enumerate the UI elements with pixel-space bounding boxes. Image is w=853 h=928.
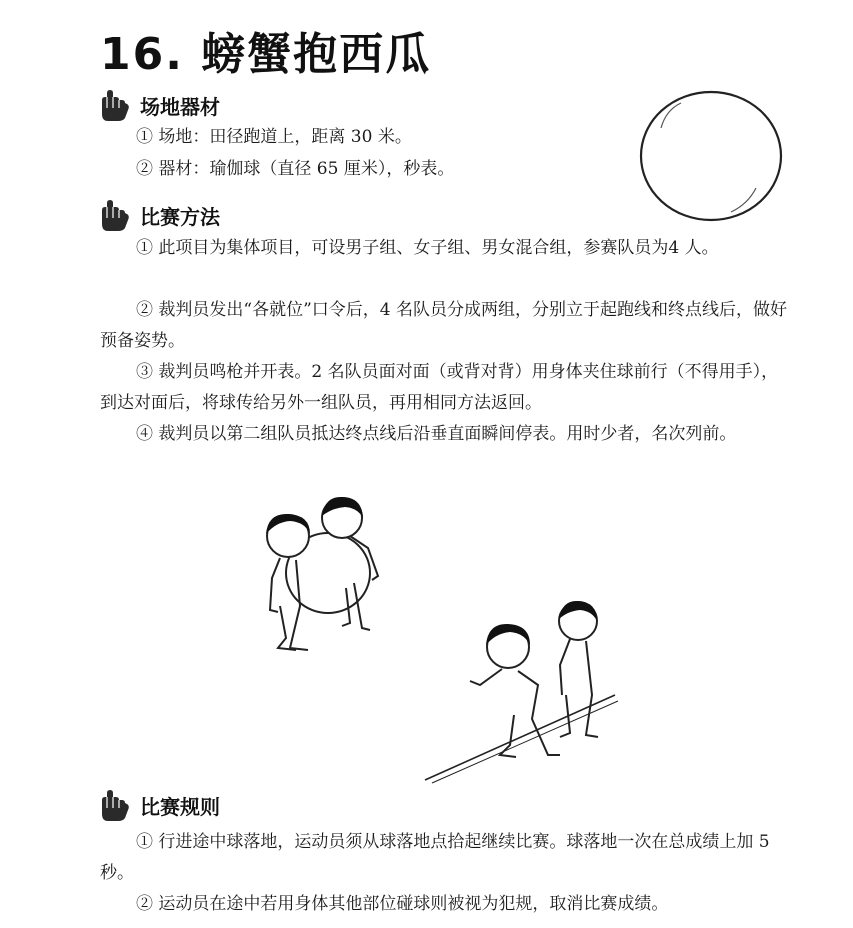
equipment-item-1: ① 场地：田径跑道上，距离 30 米。 [136,127,412,147]
section-heading-label: 场地器材 [140,94,220,119]
rules-item-1: ① 行进途中球落地，运动员须从球落地点拾起继续比赛。球落地一次在总成绩上加 5 秒。 [100,832,770,883]
method-item-2: ② 裁判员发出“各就位”口令后，4 名队员分成两组，分别立于起跑线和终点线后，做好预备姿势。 [100,300,788,351]
method-item-1: ① 此项目为集体项目，可设男子组、女子组、男女混合组，参赛队员为4 人。 [136,238,719,258]
section-heading-label: 比赛方法 [140,204,220,229]
method-item-4: ④ 裁判员以第二组队员抵达终点线后沿垂直面瞬间停表。用时少者，名次列前。 [136,424,737,444]
section-heading-label: 比赛规则 [140,794,220,819]
pointing-hand-icon [98,788,132,822]
section-heading-equipment [98,88,220,122]
equipment-item-2: ② 器材：瑜伽球（直径 65 厘米），秒表。 [136,159,455,179]
yoga-ball-illustration [636,88,786,224]
pointing-hand-icon [98,88,132,122]
pointing-hand-icon [98,198,132,232]
section-heading-rules [98,788,220,822]
section-heading-method [98,198,220,232]
page-title: 16. 螃蟹抱西瓜 [100,29,432,80]
method-item-3: ③ 裁判员鸣枪并开表。2 名队员面对面（或背对背）用身体夹住球前行（不得用手），到达对面后，将球传给另外一组队员，再用相同方法返回。 [100,362,779,413]
children-carrying-ball-illustration [250,488,410,663]
children-walking-illustration [420,595,620,785]
rules-item-2: ② 运动员在途中若用身体其他部位碰球则被视为犯规，取消比赛成绩。 [136,894,669,914]
